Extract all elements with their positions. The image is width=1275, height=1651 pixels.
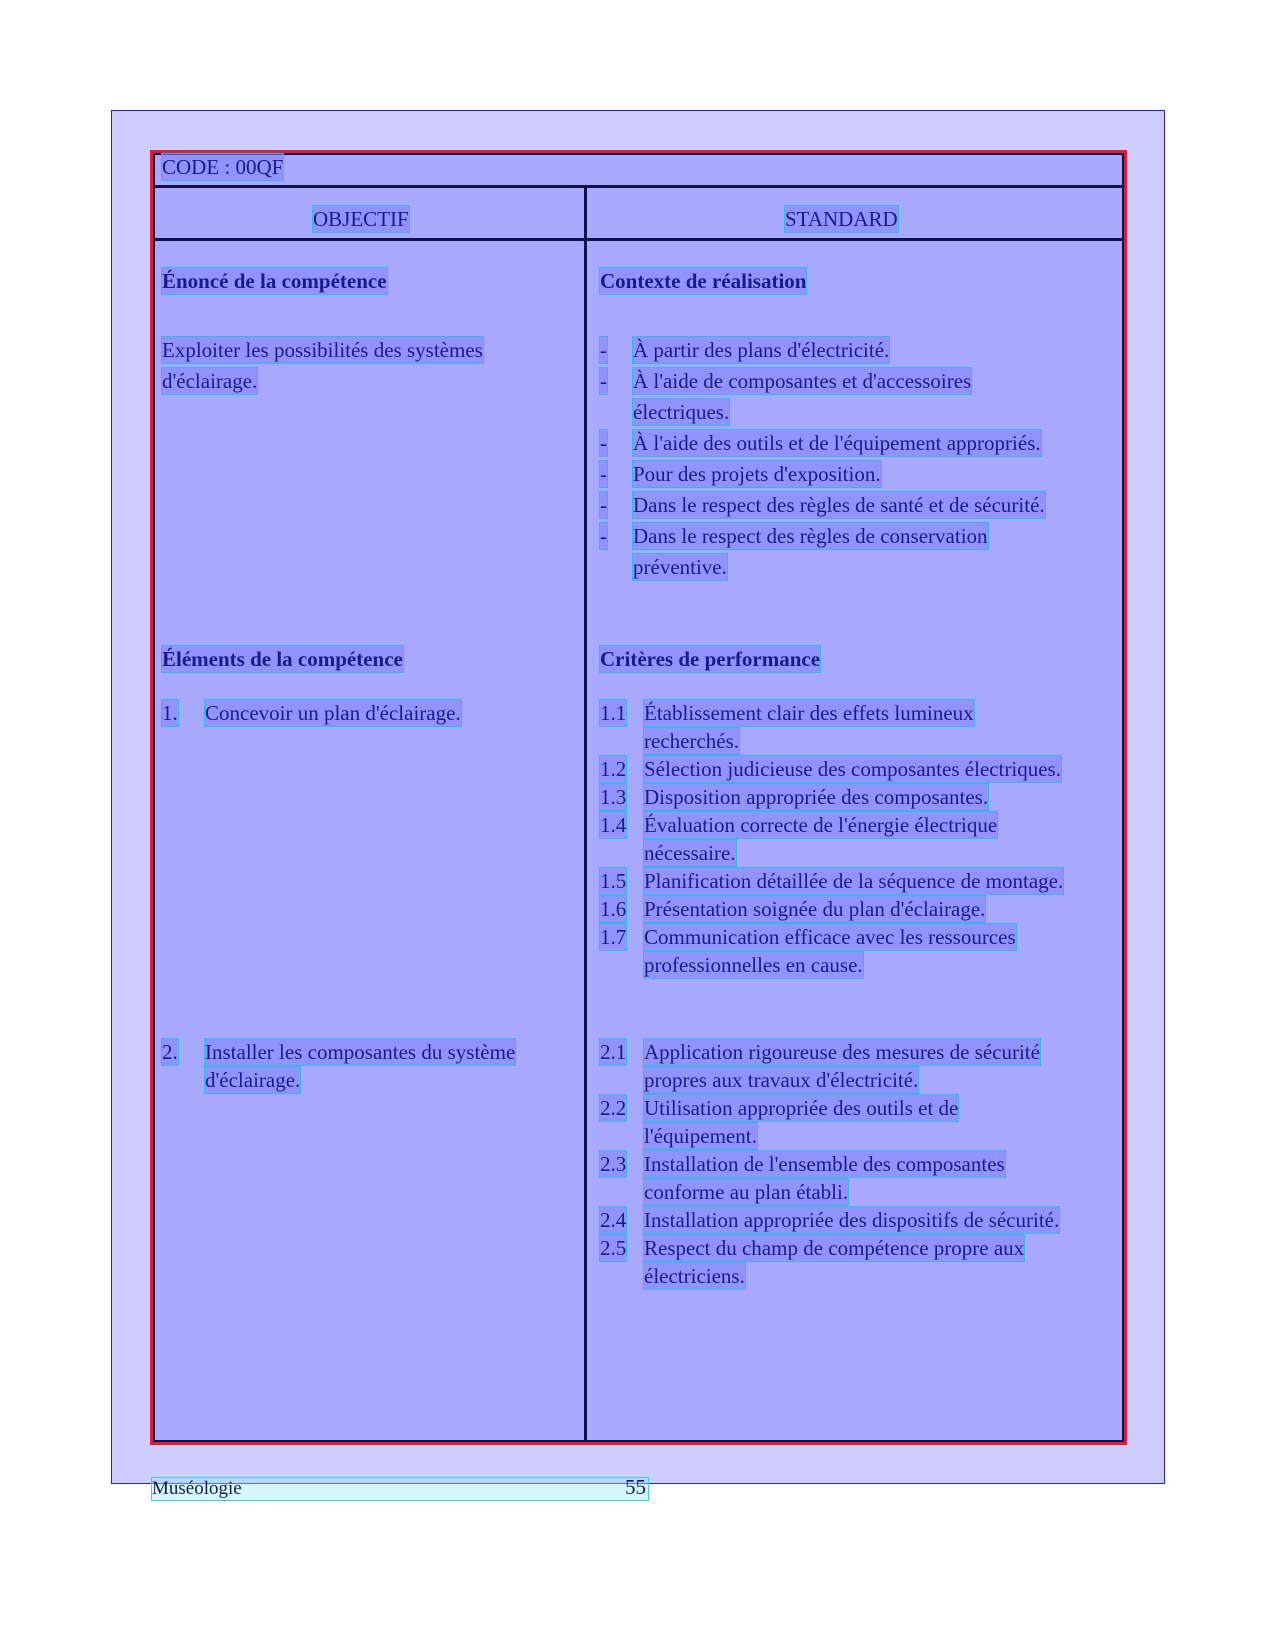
context-bullet: - <box>600 338 607 362</box>
element-item: Concevoir un plan d'éclairage. <box>205 701 461 725</box>
criterion-item: professionnelles en cause. <box>644 953 863 977</box>
element-item: Installer les composantes du système <box>205 1040 516 1064</box>
criterion-item: Présentation soignée du plan d'éclairage. <box>644 897 986 921</box>
criterion-number: 2.4 <box>600 1208 627 1232</box>
criterion-number: 1.4 <box>600 813 627 837</box>
criterion-number: 1.6 <box>600 897 627 921</box>
context-item: Dans le respect des règles de santé et de sécurité. <box>633 493 1045 517</box>
criterion-item: conforme au plan établi. <box>644 1180 849 1204</box>
competency-statement-heading: Énoncé de la compétence <box>162 269 387 293</box>
criterion-number: 2.5 <box>600 1236 627 1260</box>
context-item: À l'aide de composantes et d'accessoires <box>633 369 972 393</box>
criterion-item: recherchés. <box>644 729 740 753</box>
statement-line: d'éclairage. <box>162 369 258 393</box>
context-item: préventive. <box>633 555 727 579</box>
standard-column-header: STANDARD <box>785 207 898 231</box>
context-item: Pour des projets d'exposition. <box>633 462 881 486</box>
criterion-number: 1.7 <box>600 925 627 949</box>
page-number: 55 <box>625 1475 646 1499</box>
context-bullet: - <box>600 462 607 486</box>
divider-below-headers <box>153 238 1124 241</box>
criterion-number: 1.5 <box>600 869 627 893</box>
column-divider <box>584 186 587 1440</box>
criterion-number: 2.1 <box>600 1040 627 1064</box>
element-item: d'éclairage. <box>205 1068 301 1092</box>
criterion-number: 1.2 <box>600 757 627 781</box>
context-item: électriques. <box>633 400 730 424</box>
context-bullet: - <box>600 431 607 455</box>
statement-line: Exploiter les possibilités des systèmes <box>162 338 483 362</box>
criterion-item: Application rigoureuse des mesures de sécurité <box>644 1040 1040 1064</box>
performance-criteria-heading: Critères de performance <box>600 647 821 671</box>
context-item: À partir des plans d'électricité. <box>633 338 890 362</box>
criterion-item: Installation de l'ensemble des composantes <box>644 1152 1005 1176</box>
criterion-item: Respect du champ de compétence propre aux <box>644 1236 1025 1260</box>
code-label: CODE : 00QF <box>162 155 284 179</box>
context-item: À l'aide des outils et de l'équipement appropriés. <box>633 431 1041 455</box>
criterion-item: Disposition appropriée des composantes. <box>644 785 989 809</box>
criterion-item: Planification détaillée de la séquence de montage. <box>644 869 1064 893</box>
footer-title: Muséologie <box>152 1478 242 1499</box>
divider-below-code <box>153 185 1124 188</box>
criterion-number: 2.3 <box>600 1152 627 1176</box>
criterion-item: électriciens. <box>644 1264 745 1288</box>
element-number: 1. <box>162 701 178 725</box>
context-bullet: - <box>600 369 607 393</box>
criterion-item: Installation appropriée des dispositifs de sécurité. <box>644 1208 1060 1232</box>
context-bullet: - <box>600 493 607 517</box>
context-heading: Contexte de réalisation <box>600 269 807 293</box>
criterion-item: l'équipement. <box>644 1124 757 1148</box>
criterion-item: Évaluation correcte de l'énergie électrique <box>644 813 998 837</box>
criterion-number: 1.1 <box>600 701 627 725</box>
criterion-number: 2.2 <box>600 1096 627 1120</box>
context-bullet: - <box>600 524 607 548</box>
criterion-item: Utilisation appropriée des outils et de <box>644 1096 959 1120</box>
competency-elements-heading: Éléments de la compétence <box>162 647 403 671</box>
context-item: Dans le respect des règles de conservation <box>633 524 988 548</box>
criterion-item: Établissement clair des effets lumineux <box>644 701 974 725</box>
criterion-item: propres aux travaux d'électricité. <box>644 1068 919 1092</box>
criterion-item: Sélection judicieuse des composantes électriques. <box>644 757 1061 781</box>
element-number: 2. <box>162 1040 178 1064</box>
criterion-item: nécessaire. <box>644 841 736 865</box>
objective-column-header: OBJECTIF <box>313 207 409 231</box>
criterion-item: Communication efficace avec les ressources <box>644 925 1016 949</box>
criterion-number: 1.3 <box>600 785 627 809</box>
